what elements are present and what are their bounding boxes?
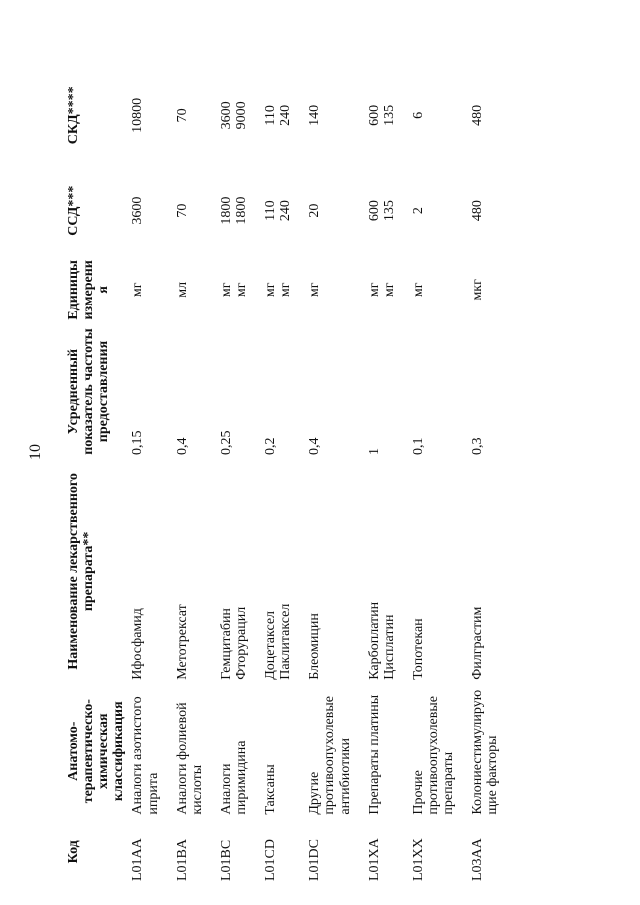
cell-frequency: 0,2 (263, 437, 279, 455)
header-classification: Анатомо-терапевтическо-химическая классификация (66, 699, 127, 804)
cell-classification: Аналоги фолиевой кислоты (174, 702, 205, 815)
rotated-page-content (66, 5, 626, 885)
cell-classification: Колониестимулирующие факторы (470, 689, 501, 815)
cell-ssd (367, 166, 411, 256)
cell-code: L01AA (130, 838, 146, 881)
cell-units (175, 256, 219, 325)
cell-drug-names (307, 459, 366, 684)
header-drug-name: Наименование лекарственного препарата** (66, 473, 97, 670)
drug-unit: мг (410, 282, 426, 298)
cell-ssd (175, 166, 219, 256)
drug-ssd: 1800 (233, 196, 249, 225)
drug-unit: мг (278, 282, 294, 298)
cell-frequency: 0,4 (174, 437, 190, 455)
cell-skd (367, 65, 411, 166)
cell-ssd (219, 166, 263, 256)
drug-name: Карбоплатин (366, 601, 382, 680)
drug-table (66, 65, 514, 885)
drug-unit: мг (263, 282, 279, 298)
cell-frequency: 1 (366, 447, 382, 455)
drug-ssd: 70 (174, 203, 190, 218)
cell-skd (307, 65, 366, 166)
cell-code: L01XA (366, 838, 382, 881)
table-body (130, 65, 514, 885)
cell-frequency: 0,25 (218, 430, 234, 455)
cell-ssd (411, 166, 470, 256)
cell-code: L01CD (263, 839, 279, 881)
drug-skd: 70 (174, 108, 190, 123)
cell-skd (263, 65, 307, 166)
header-ssd: ССД*** (66, 185, 81, 236)
table-header-row (66, 65, 130, 885)
drug-name: Фторурацил (233, 606, 249, 680)
cell-skd (130, 65, 174, 166)
cell-classification: Аналоги пиримидина (218, 740, 249, 815)
drug-ssd: 135 (381, 200, 397, 222)
drug-name: Блеомицин (307, 613, 323, 680)
drug-unit: мг (366, 282, 382, 298)
drug-name: Паклитаксел (278, 603, 294, 680)
cell-drug-names (367, 459, 411, 684)
cell-classification: Прочие противоопухолевые препараты (410, 696, 457, 815)
drug-unit: мл (174, 281, 190, 298)
cell-skd (470, 65, 514, 166)
cell-code: L01XX (410, 838, 426, 881)
drug-name: Филграстим (470, 606, 486, 680)
drug-skd: 110 (263, 105, 279, 126)
cell-units (367, 256, 411, 325)
drug-unit: мкг (470, 279, 486, 301)
cell-ssd (130, 166, 174, 256)
header-skd: СКД**** (66, 86, 81, 145)
table-row (411, 65, 470, 885)
table-row (263, 65, 307, 885)
cell-drug-names (411, 459, 470, 684)
drug-ssd: 110 (263, 200, 279, 221)
drug-skd: 10800 (130, 97, 146, 133)
drug-unit: мг (381, 282, 397, 298)
table-row (130, 65, 174, 885)
drug-skd: 140 (307, 104, 323, 126)
drug-skd: 3600 (218, 101, 234, 130)
header-code: Код (66, 840, 81, 864)
cell-classification: Другие противоопухолевые антибиотики (307, 696, 353, 815)
cell-drug-names (219, 459, 263, 684)
drug-ssd: 20 (307, 203, 323, 218)
cell-drug-names (470, 459, 514, 684)
cell-frequency: 0,1 (410, 437, 426, 455)
drug-ssd: 480 (470, 200, 486, 222)
cell-units (130, 256, 174, 325)
drug-name: Цисплатин (381, 614, 397, 680)
cell-frequency: 0,4 (307, 437, 323, 455)
drug-skd: 240 (278, 104, 294, 126)
drug-unit: мг (130, 282, 146, 298)
cell-drug-names (130, 459, 174, 684)
cell-units (219, 256, 263, 325)
cell-skd (175, 65, 219, 166)
cell-skd (219, 65, 263, 166)
drug-ssd: 3600 (130, 196, 146, 225)
table-row (219, 65, 263, 885)
cell-ssd (307, 166, 366, 256)
drug-ssd: 600 (366, 200, 382, 222)
drug-ssd: 1800 (218, 196, 234, 225)
drug-name: Гемцитабин (218, 608, 234, 680)
cell-code: L01BA (174, 839, 190, 881)
cell-units (307, 256, 366, 325)
table-row (470, 65, 514, 885)
drug-name: Метотрексат (174, 604, 190, 680)
drug-skd: 480 (470, 104, 486, 126)
cell-units (263, 256, 307, 325)
cell-classification: Препараты платины (366, 694, 382, 815)
drug-ssd: 2 (410, 207, 426, 215)
header-units: Единицы измерения (66, 260, 112, 320)
drug-name: Доцетаксел (263, 610, 279, 680)
drug-name: Ифосфамид (130, 608, 146, 680)
cell-frequency: 0,15 (130, 430, 146, 455)
drug-unit: мг (233, 282, 249, 298)
drug-skd: 600 (366, 104, 382, 126)
drug-skd: 135 (381, 104, 397, 126)
cell-ssd (263, 166, 307, 256)
cell-code: L03AA (470, 838, 486, 881)
cell-code: L01BC (218, 839, 234, 881)
table-row (307, 65, 366, 885)
table-row (175, 65, 219, 885)
table-row (367, 65, 411, 885)
drug-name: Топотекан (410, 618, 426, 680)
cell-units (470, 256, 514, 325)
cell-ssd (470, 166, 514, 256)
drug-skd: 6 (410, 111, 426, 119)
cell-classification: Таксаны (263, 764, 279, 815)
cell-drug-names (263, 459, 307, 684)
cell-classification: Аналоги азотистого иприта (130, 696, 161, 815)
page-number: 10 (27, 444, 44, 460)
cell-code: L01DC (307, 839, 323, 881)
cell-units (411, 256, 470, 325)
cell-frequency: 0,3 (470, 437, 486, 455)
drug-skd: 9000 (233, 101, 249, 130)
drug-ssd: 240 (278, 200, 294, 222)
drug-unit: мг (218, 282, 234, 298)
drug-unit: мг (307, 282, 323, 298)
header-frequency: Усредненный показатель частоты предоставления (66, 328, 112, 455)
cell-skd (411, 65, 470, 166)
cell-drug-names (175, 459, 219, 684)
